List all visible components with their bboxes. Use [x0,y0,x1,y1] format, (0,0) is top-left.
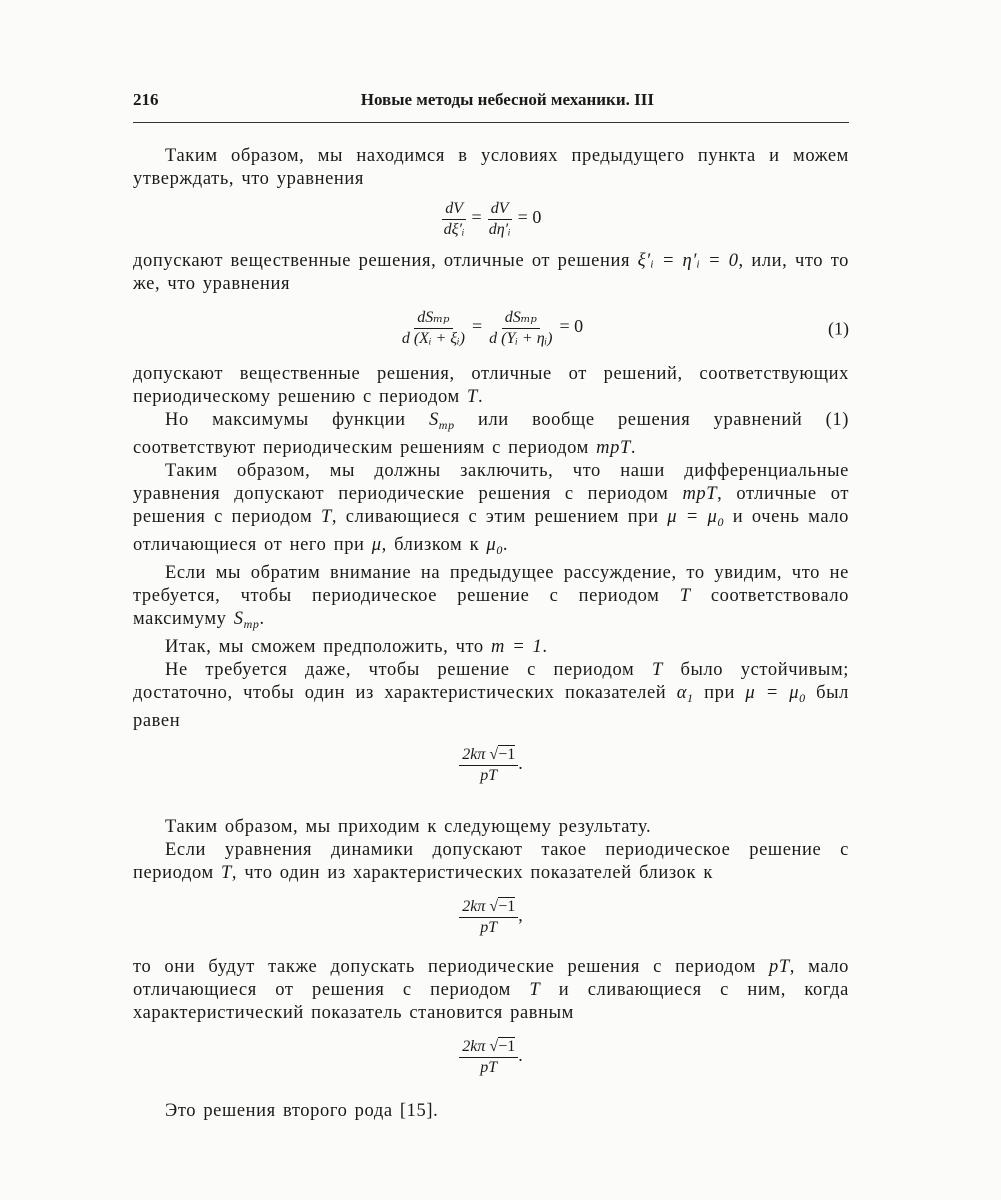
equation-fraction-3: $\frac{2k\pi √-1}{pT}$ . [133,1037,849,1078]
paragraph-10: Если уравнения динамики допускают такое периодическое решение с периодом T, что один из характеристических показателей близок к [133,840,849,883]
paragraph-4: Но максимумы функции $S_{mp}$ или вообще решения уравнений (1) соответствуют периодическим решениям с периодом mpT. [133,410,849,458]
page-header [133,90,849,123]
paragraph-8: Не требуется даже, чтобы решение с периодом T было устойчивым; достаточно, чтобы один из характеристических показателей $\alpha_1$ при $\mu = \mu_0$ был равен [133,660,850,731]
paragraph-1: Таким образом, мы находимся в условиях предыдущего пункта и можем утверждать, что уравнения [133,146,849,189]
equation-number: (1) [828,318,849,338]
paragraph-5: Таким образом, мы должны заключить, что наши дифференциальные уравнения допускают периодические решения с периодом mpT, отличные от решения с периодом T, сливающиеся с этим решением при $\mu = \mu_0$ и очень мало отличающиеся от него при μ, близком к $\mu_0$. [133,461,849,557]
paragraph-11: то они будут также допускать периодические решения с периодом pT, мало отличающиеся от решения с периодом T и сливающиеся с ним, когда характеристический показатель становится равным [133,957,850,1023]
paragraph-7: Итак, мы сможем предположить, что m = 1. [165,637,548,657]
equation-dv: $\frac{dV}{\text{dξ′ᵢ}}$ = $\frac{dV}{\text{dη′ᵢ}}$ = 0 [443,200,542,238]
equation-fraction-1: $\frac{2k\pi √-1}{pT}$ . [133,745,849,786]
reference: [15]. [399,1101,439,1121]
equation-1: $\frac{\text{dSₘₚ}}{\text{d (Xᵢ + ξᵢ)}}$ = $\frac{\text{dSₘₚ}}{\text{d (Yᵢ + ηᵢ)}}$ = 0 (1) [401,309,849,347]
paragraph-2: допускают вещественные решения, отличные от решения ξ′ᵢ = η′ᵢ = 0, или, что то же, что уравнения [133,251,849,294]
page [133,90,849,1123]
paragraph-3: допускают вещественные решения, отличные от решений, соответствующих периодическому решению с периодом T. [133,364,849,407]
equation-fraction-2: $\frac{2k\pi √-1}{pT}$ , [133,897,849,938]
running-title: Новые методы небесной механики. III [360,90,654,109]
paragraph-9: Таким образом, мы приходим к следующему результату. [165,817,652,837]
paragraph-12: Это решения второго рода [15]. [165,1101,439,1121]
page-number: 216 [133,90,159,109]
paragraph-6: Если мы обратим внимание на предыдущее рассуждение, то увидим, что не требуется, чтобы периодическое решение с периодом T соответствовало максимуму $S_{mp}$. [133,563,850,631]
